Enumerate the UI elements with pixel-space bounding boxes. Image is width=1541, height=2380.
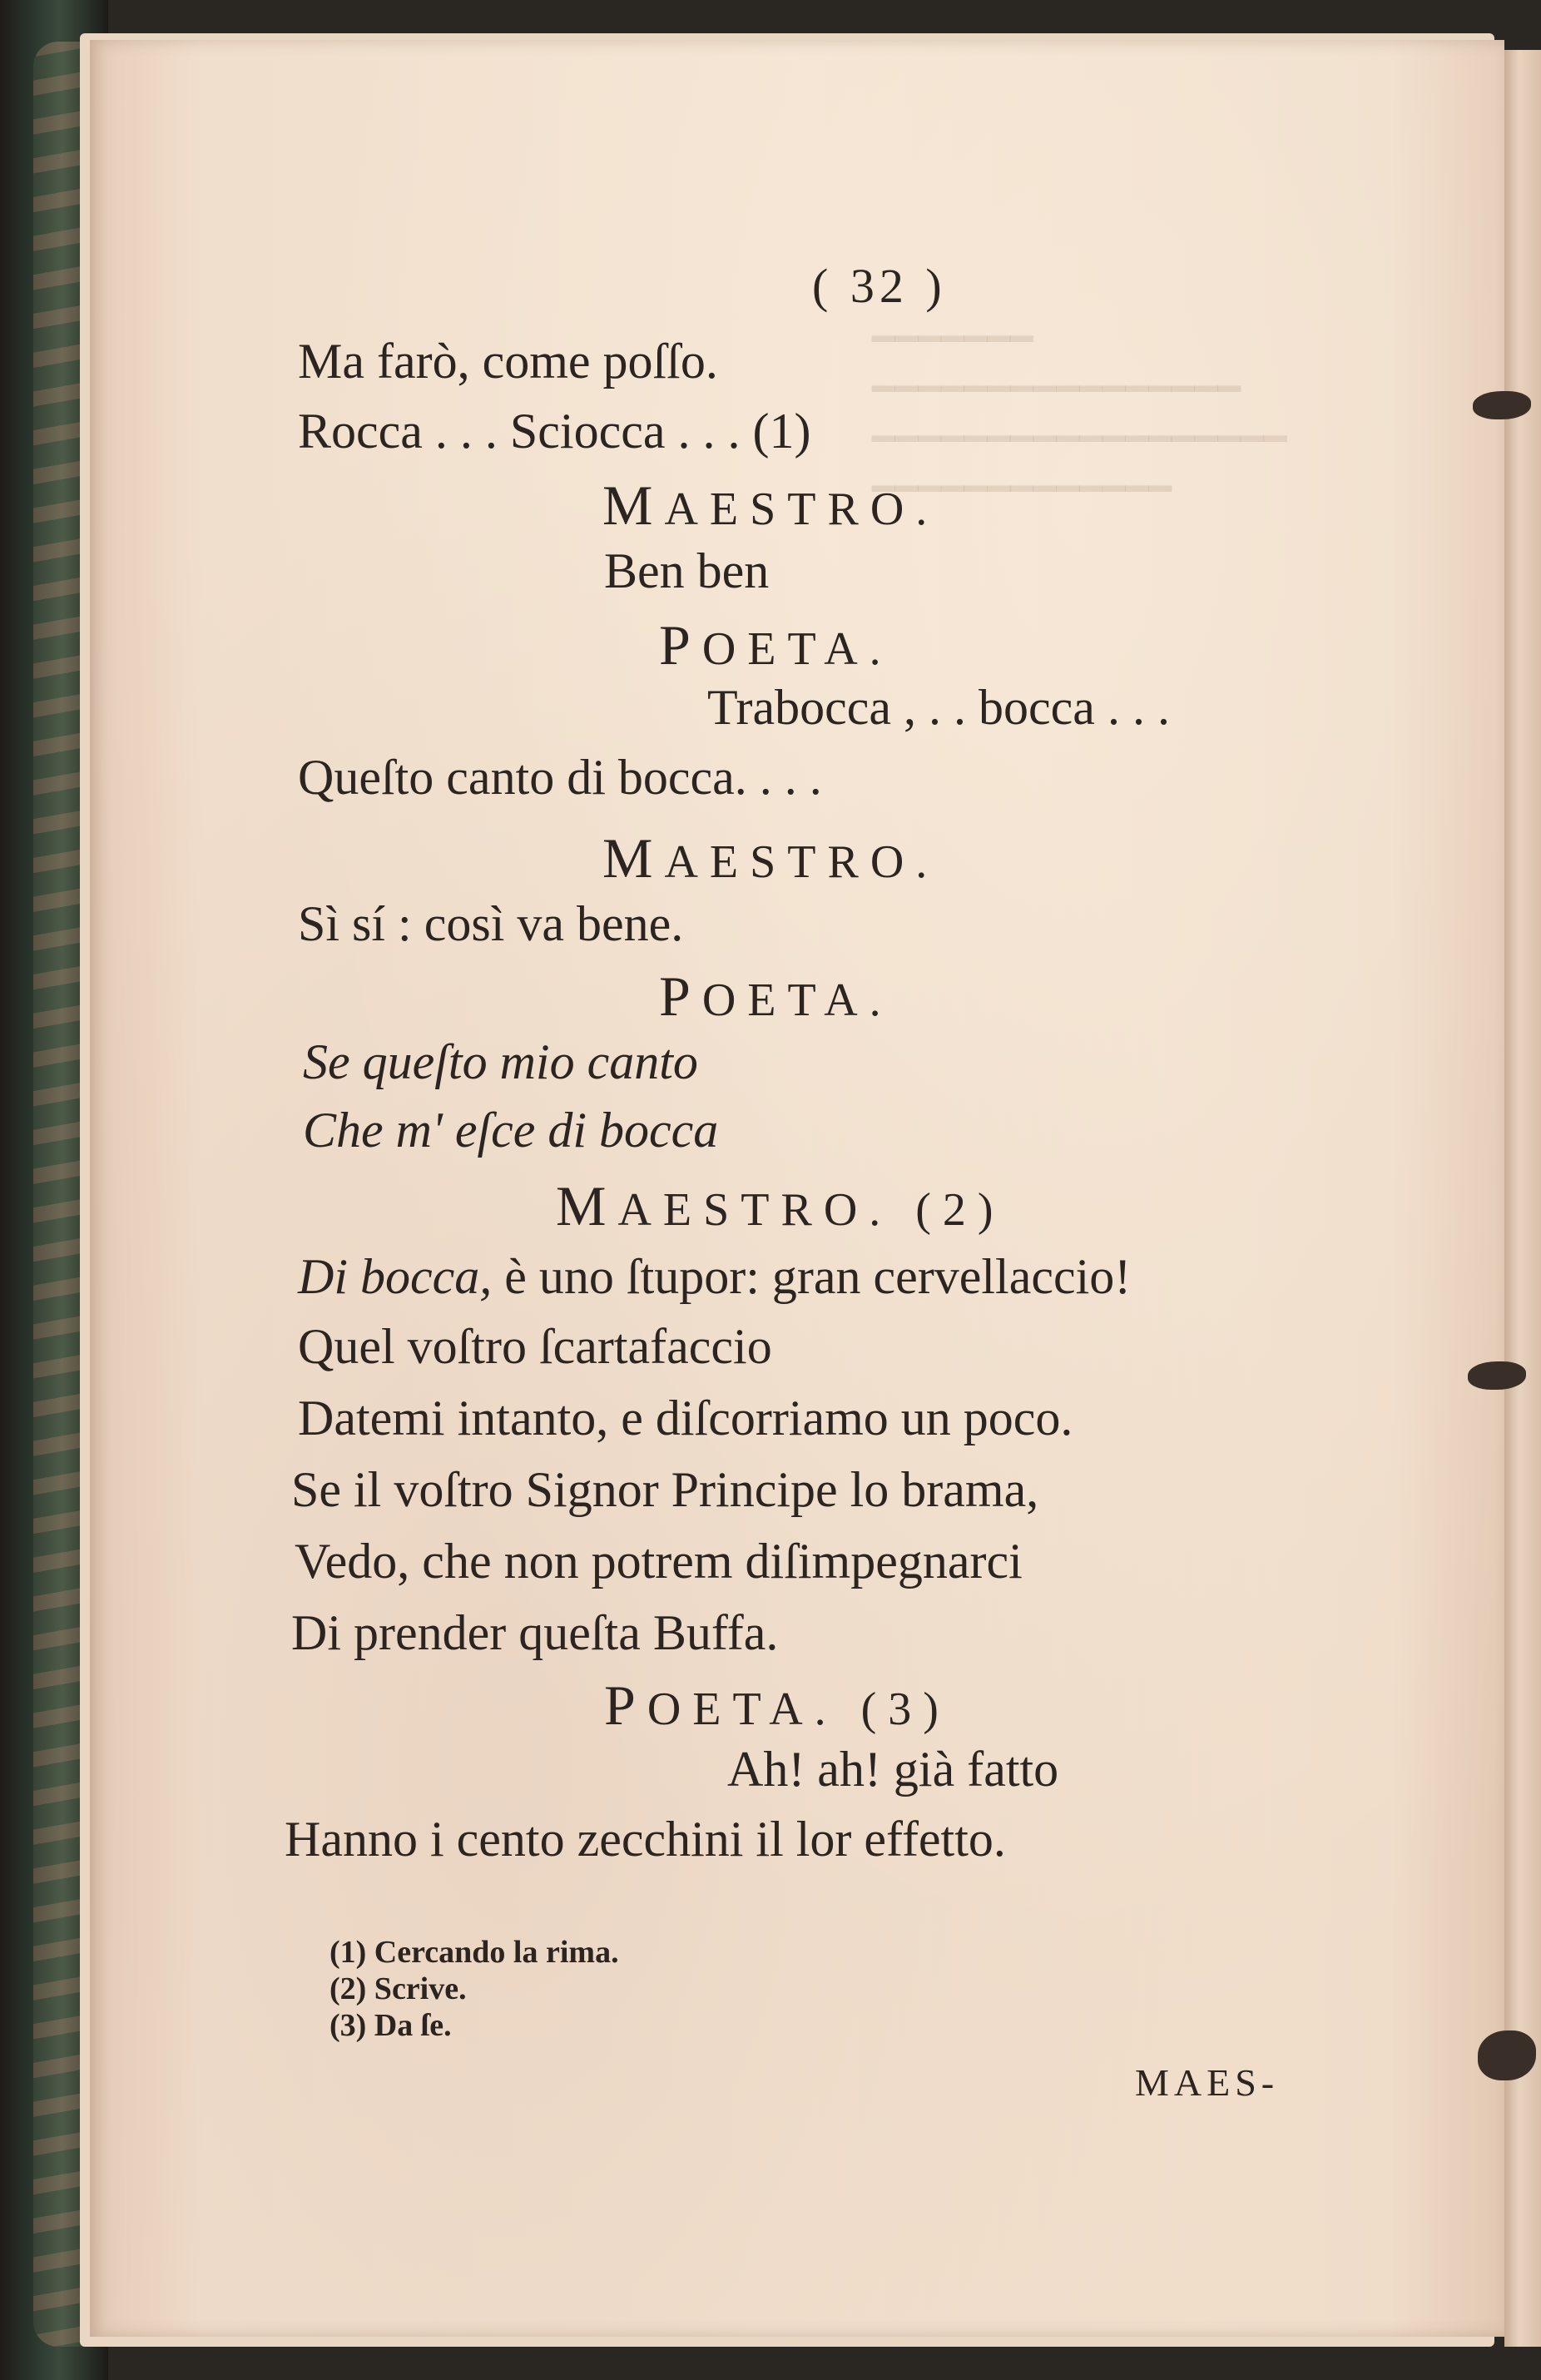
speaker-heading <box>556 1173 1005 1239</box>
verse-fragment-italic: Di bocca, <box>298 1249 493 1304</box>
show-through-texture: ━━━━━━━ ━━━━━━━━━━━━━━━━ ━━━━━━━━━━━━━━━━━━ ━━━━━━━━━━━━━ <box>872 318 1287 510</box>
verse-line: Ah! ah! già fatto <box>727 1742 1059 1797</box>
speaker-initial: P <box>659 613 702 677</box>
speaker-name: AESTRO. <box>664 836 939 888</box>
verse-line: Hanno i cento zecchini il lor effetto. <box>285 1812 1006 1867</box>
verse-line: Datemi intanto, e diſcorriamo un poco. <box>298 1391 1073 1445</box>
verse-line: Ben ben <box>604 543 770 598</box>
verse-line: Quel voſtro ſcartafaccio <box>298 1319 772 1374</box>
speaker-initial: M <box>602 826 665 890</box>
book-page <box>90 40 1504 2337</box>
verse-line-italic: Se queſto mio canto <box>303 1034 698 1089</box>
speaker-name: AESTRO. (2) <box>617 1184 1005 1236</box>
speaker-heading <box>659 964 893 1029</box>
verse-line: Queſto canto di bocca. . . . <box>298 750 822 805</box>
verse-line: Di prender queſta Buffa. <box>291 1605 779 1660</box>
verse-line-italic: Che m' eſce di bocca <box>303 1103 719 1158</box>
verse-line: Se il voſtro Signor Principe lo brama, <box>291 1462 1039 1517</box>
speaker-initial: M <box>602 474 665 537</box>
speaker-name: OETA. <box>701 974 893 1026</box>
footnote: (2) Scrive. <box>330 1971 467 2006</box>
catchword: MAES- <box>1135 2061 1280 2104</box>
page-tear <box>1473 391 1531 419</box>
page-tear <box>1478 2030 1536 2080</box>
verse-fragment: è uno ſtupor: gran cervellaccio! <box>504 1249 1132 1304</box>
speaker-initial: P <box>659 964 702 1028</box>
verse-line: Sì sí : così va bene. <box>298 896 684 951</box>
footnote: (1) Cercando la rima. <box>330 1935 619 1970</box>
verse-line: Trabocca , . . bocca . . . <box>707 680 1170 735</box>
speaker-initial: M <box>556 1174 618 1237</box>
page-number: ( 32 ) <box>812 259 947 313</box>
speaker-name: AESTRO. <box>664 483 939 535</box>
verse-line: Rocca . . . Sciocca . . . (1) <box>298 404 811 459</box>
verse-line: Vedo, che non potrem diſimpegnarci <box>295 1534 1023 1589</box>
verse-line: Ma farò, come poſſo. <box>298 334 718 389</box>
speaker-heading <box>602 826 939 891</box>
verse-line <box>298 1248 1131 1306</box>
page-tear <box>1468 1361 1526 1390</box>
speaker-heading <box>602 473 939 538</box>
speaker-heading <box>659 612 893 678</box>
speaker-heading <box>604 1673 950 1738</box>
speaker-name: OETA. (3) <box>647 1683 950 1735</box>
speaker-name: OETA. <box>701 623 893 675</box>
speaker-initial: P <box>604 1673 647 1737</box>
footnote: (3) Da ſe. <box>330 2008 452 2043</box>
